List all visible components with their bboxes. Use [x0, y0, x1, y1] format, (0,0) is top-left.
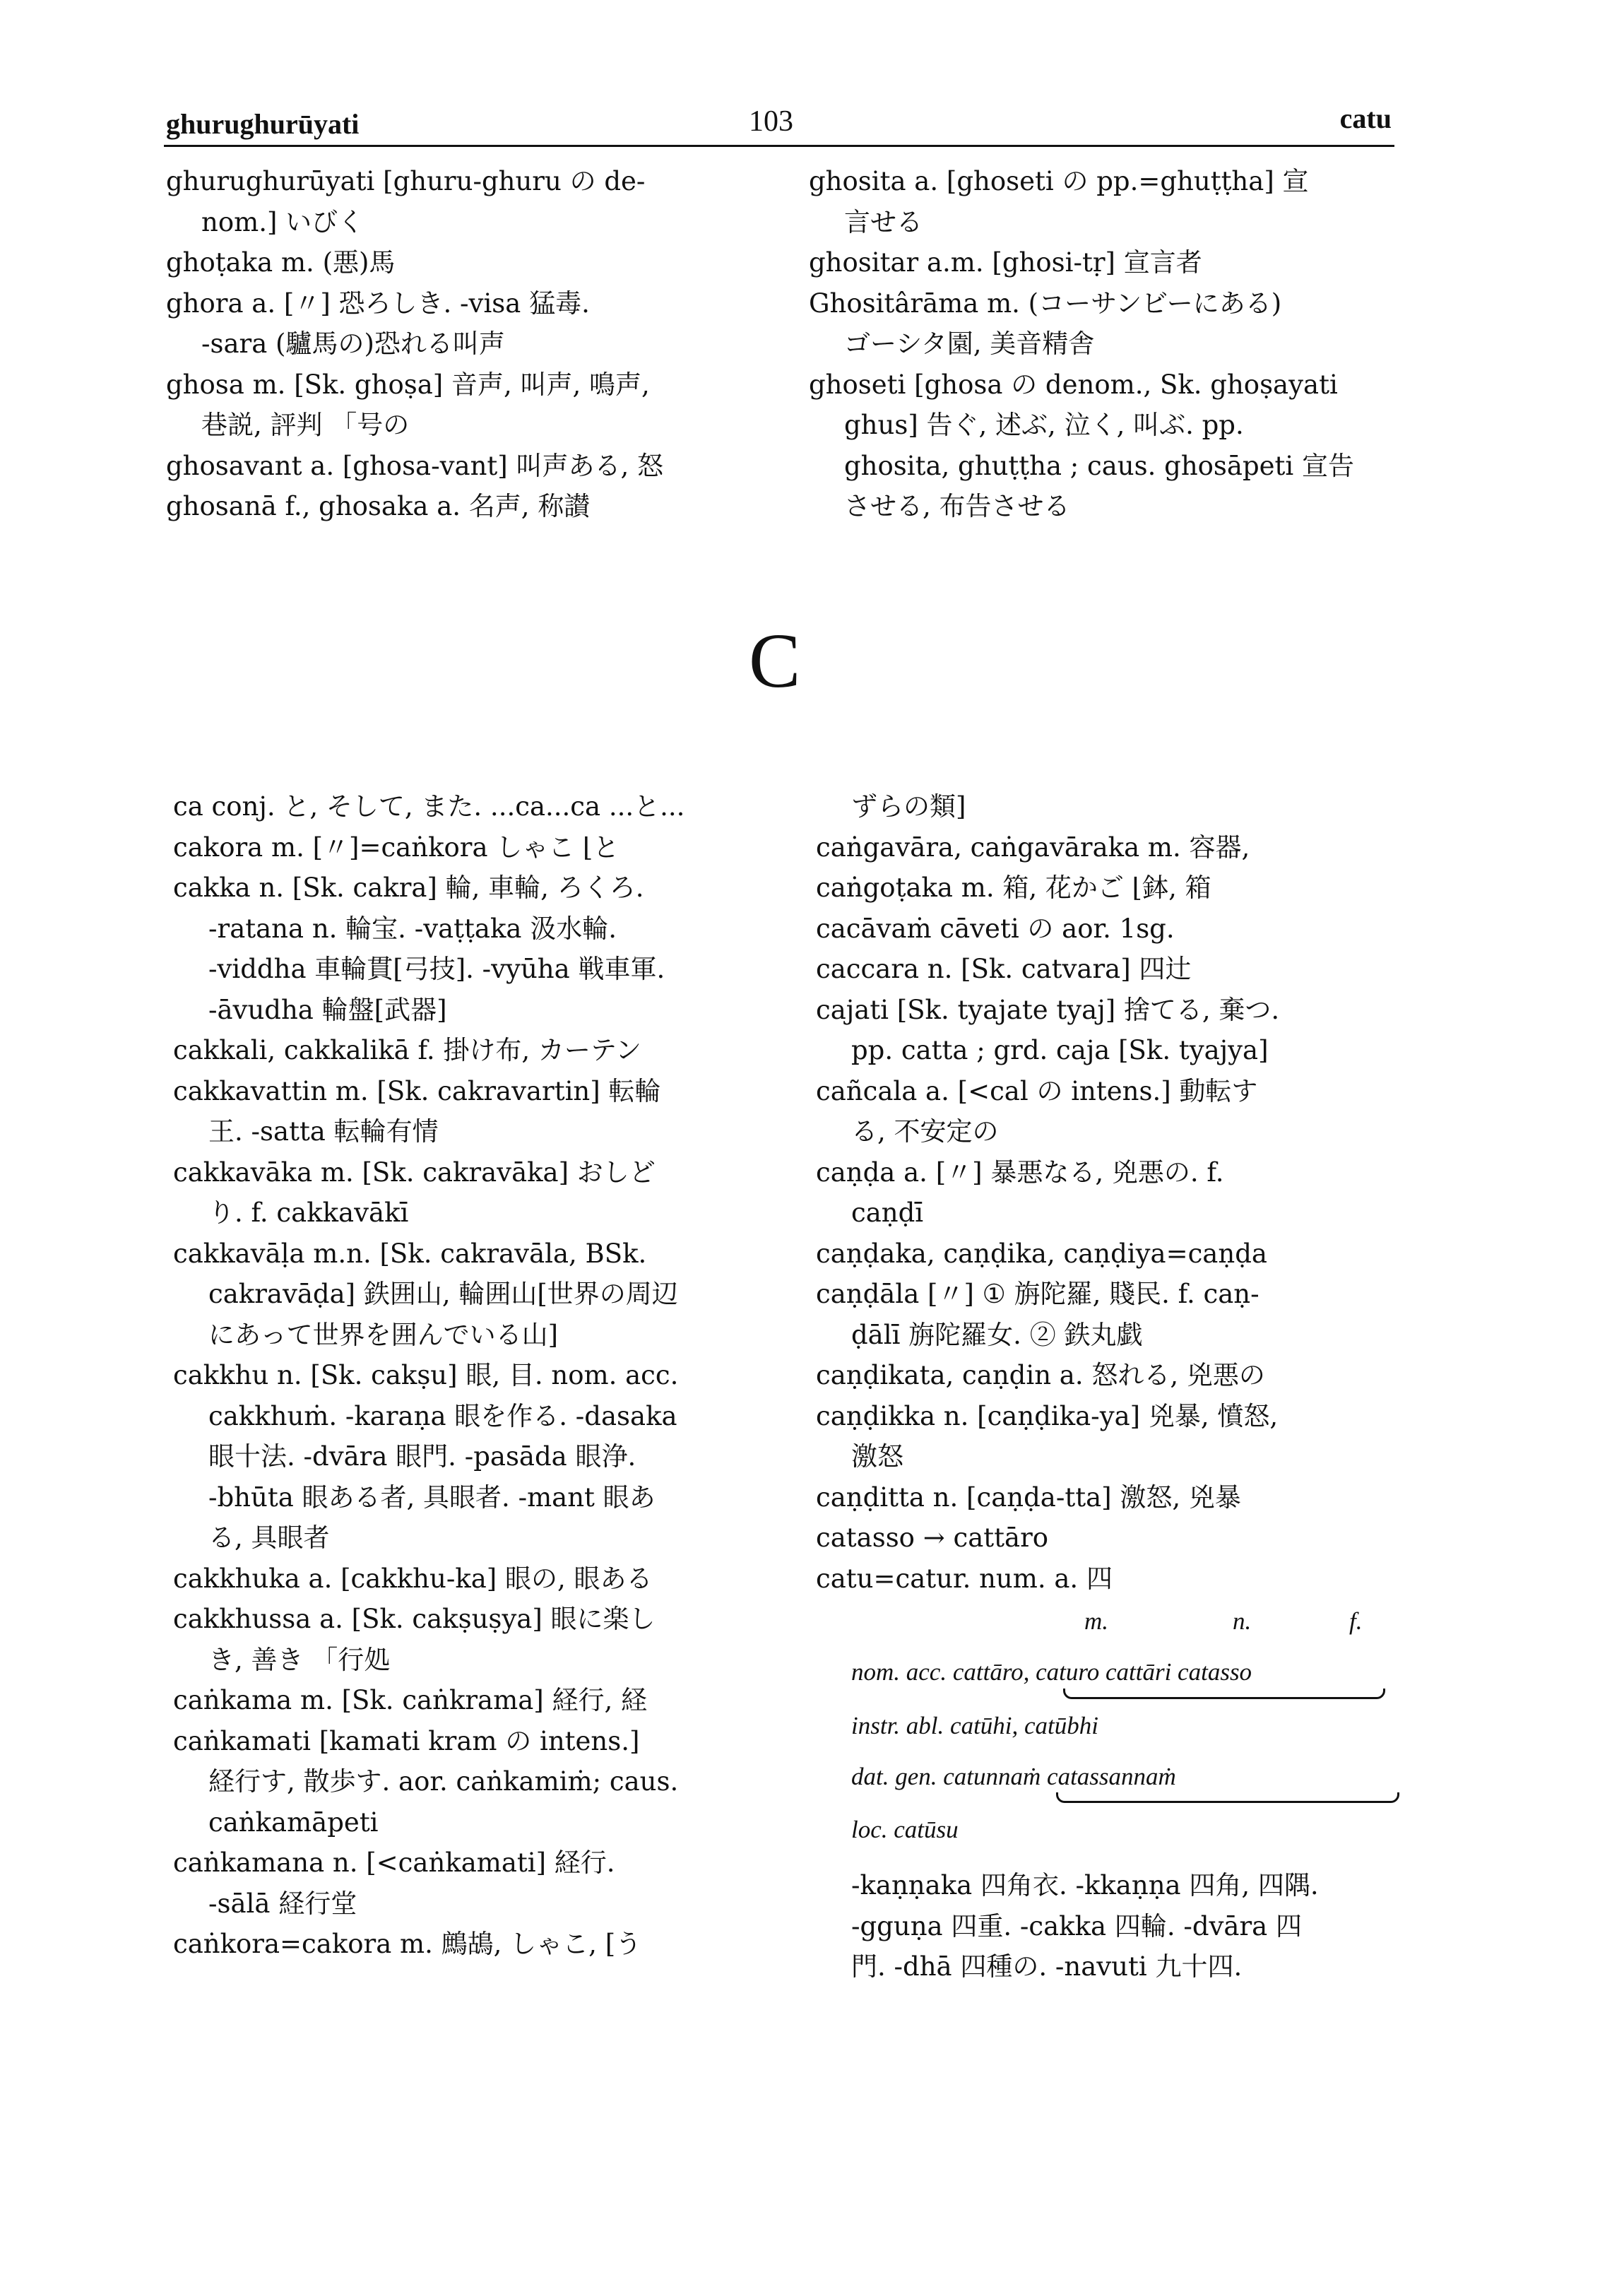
entry-line: ca conj. と, そして, また. ...ca...ca ...と...	[173, 791, 685, 822]
entry-line: cakkavāḷa m.n. [Sk. cakravāla, BSk.	[173, 1238, 647, 1269]
entry-line: -sara (驢馬の)恐れる叫声	[201, 329, 505, 359]
entry-line: 眼十法. -dvāra 眼門. -pasāda 眼浄.	[208, 1441, 636, 1472]
entry-line: cakkhu n. [Sk. cakṣu] 眼, 目. nom. acc.	[173, 1360, 679, 1390]
catu-compounds	[851, 1865, 1416, 1987]
entry-line: caṅkamana n. [<caṅkamati] 経行.	[173, 1847, 615, 1878]
table-gender-f: f.	[1349, 1607, 1363, 1635]
entry-line: caccara n. [Sk. catvara] 四辻	[816, 954, 1192, 984]
entry-line: ghurughurūyati [ghuru-ghuru の de-	[166, 166, 646, 196]
running-header	[166, 99, 1392, 141]
entry-line: 経行す, 散歩す. aor. caṅkamiṁ; caus.	[208, 1766, 679, 1797]
entry-line: catasso → cattāro	[816, 1523, 1049, 1553]
entry-line: cajati [Sk. tyajate tyaj] 捨てる, 棄つ.	[816, 994, 1280, 1025]
entry-line: cakkhuṁ. -karaṇa 眼を作る. -dasaka	[208, 1400, 677, 1431]
entry-line: き, 善き 「行処	[208, 1644, 391, 1675]
entry-line: caṅkamati [kamati kram の intens.]	[173, 1725, 640, 1756]
entry-line: caṅgavāra, caṅgavāraka m. 容器,	[816, 832, 1250, 863]
entry-line: ghosita, ghuṭṭha ; caus. ghosāpeti 宣告	[844, 450, 1355, 481]
entry-line: caṅkama m. [Sk. caṅkrama] 経行, 経	[173, 1685, 647, 1715]
entry-line: させる, 布告させる	[844, 491, 1070, 521]
entry-line: ghosa m. [Sk. ghoṣa] 音声, 叫声, 鳴声,	[166, 369, 650, 400]
entry-line: caṇḍāla [〃] ① 旃陀羅, 賤民. f. caṇ-	[816, 1279, 1260, 1309]
entry-line: -viddha 車輪貫[弓技]. -vyūha 戦車軍.	[208, 954, 665, 984]
lower-left-column	[173, 786, 766, 1965]
entry-line: -bhūta 眼ある者, 具眼者. -mant 眼あ	[208, 1482, 656, 1513]
table-brace	[1063, 1689, 1385, 1699]
table-gender-m: m.	[1084, 1607, 1109, 1635]
entry-line: 巷説, 評判 「号の	[201, 410, 410, 440]
entry-line: catu=catur. num. a. 四	[816, 1563, 1113, 1594]
catu-declension-table	[851, 1607, 1409, 1847]
entry-line: る, 具眼者	[208, 1523, 330, 1553]
entry-line: ずらの類]	[851, 791, 966, 822]
entry-line: caṇḍitta n. [caṇḍa-tta] 激怒, 兇暴	[816, 1482, 1241, 1513]
entry-line: 門. -dhā 四種の. -navuti 九十四.	[851, 1951, 1243, 1982]
page-number: 103	[749, 105, 793, 138]
entry-line: -ratana n. 輪宝. -vaṭṭaka 汲水輪.	[208, 913, 617, 944]
entry-line: caṇḍikata, caṇḍin a. 怒れる, 兇悪の	[816, 1360, 1265, 1390]
entry-line: Ghositârāma m. (コーサンビーにある)	[809, 288, 1282, 319]
entry-line: -sālā 経行堂	[208, 1888, 357, 1919]
entry-line: cakkavāka m. [Sk. cakravāka] おしど	[173, 1157, 656, 1188]
entry-line: にあって世界を囲んでいる山]	[208, 1319, 559, 1350]
entry-line: cakkavattin m. [Sk. cakravartin] 転輪	[173, 1075, 661, 1106]
entry-line: cakka n. [Sk. cakra] 輪, 車輪, ろくろ.	[173, 873, 644, 903]
entry-line: cañcala a. [<cal の intens.] 動転す	[816, 1075, 1258, 1106]
entry-line: -gguṇa 四重. -cakka 四輪. -dvāra 四	[851, 1910, 1302, 1941]
table-row-dat-gen: dat. gen. catunnaṁ catassannaṁ	[851, 1763, 1176, 1790]
table-row-instr-abl: instr. abl. catūhi, catūbhi	[851, 1712, 1098, 1739]
table-brace	[1056, 1792, 1399, 1803]
entry-line: る, 不安定の	[851, 1116, 999, 1147]
entry-line: cakkhussa a. [Sk. cakṣuṣya] 眼に楽し	[173, 1604, 656, 1634]
table-gender-n: n.	[1233, 1607, 1252, 1635]
header-rule	[164, 145, 1394, 147]
section-letter: C	[749, 617, 801, 704]
lower-right-column	[816, 786, 1409, 1599]
entry-line: caṅgoṭaka m. 箱, 花かご ⌊鉢, 箱	[816, 873, 1211, 903]
entry-line: 王. -satta 転輪有情	[208, 1116, 439, 1147]
entry-line: ḍālī 旃陀羅女. ② 鉄丸戯	[851, 1319, 1143, 1350]
entry-line: ghosita a. [ghoseti の pp.=ghuṭṭha] 宣	[809, 166, 1309, 196]
entry-line: cakravāḍa] 鉄囲山, 輪囲山[世界の周辺	[208, 1279, 678, 1309]
entry-line: -āvudha 輪盤[武器]	[208, 994, 447, 1025]
entry-line: pp. catta ; grd. caja [Sk. tyajya]	[851, 1035, 1269, 1065]
upper-left-column	[166, 161, 745, 527]
entry-line: り. f. cakkavākī	[208, 1198, 409, 1228]
entry-line: -kaṇṇaka 四角衣. -kkaṇṇa 四角, 四隅.	[851, 1870, 1319, 1900]
entry-line: caṇḍa a. [〃] 暴悪なる, 兇悪の. f.	[816, 1157, 1224, 1188]
entry-line: cakkali, cakkalikā f. 掛け布, カーテン	[173, 1035, 642, 1065]
entry-line: ghoṭaka m. (悪)馬	[166, 247, 396, 278]
header-right-guide-word: catu	[1339, 102, 1392, 134]
entry-line: caṇḍaka, caṇḍika, caṇḍiya=caṇḍa	[816, 1238, 1267, 1269]
entry-line: ghosavant a. [ghosa-vant] 叫声ある, 怒	[166, 450, 663, 481]
table-row-loc: loc. catūsu	[851, 1816, 959, 1843]
entry-line: cakora m. [〃]=caṅkora しゃこ ⌊と	[173, 832, 620, 863]
entry-line: caṇḍikka n. [caṇḍika-ya] 兇暴, 憤怒,	[816, 1400, 1279, 1431]
entry-line: ghositar a.m. [ghosi-tṛ] 宣言者	[809, 247, 1202, 278]
upper-right-column	[809, 161, 1402, 527]
entry-line: 言せる	[844, 206, 923, 237]
entry-line: nom.] いびく	[201, 206, 364, 237]
header-left-guide-word: ghurughurūyati	[166, 108, 360, 140]
entry-line: ghora a. [〃] 恐ろしき. -visa 猛毒.	[166, 288, 590, 319]
entry-line: ghoseti [ghosa の denom., Sk. ghoṣayati	[809, 369, 1338, 400]
entry-line: caṅkora=cakora m. 鷓鴣, しゃこ, [う	[173, 1929, 642, 1959]
entry-line: ghosanā f., ghosaka a. 名声, 称讃	[166, 491, 591, 521]
entry-line: ゴーシタ園, 美音精舎	[844, 329, 1095, 359]
entry-line: 激怒	[851, 1441, 903, 1472]
entry-line: caṅkamāpeti	[208, 1807, 379, 1838]
entry-line: caṇḍī	[851, 1198, 924, 1228]
entry-line: ghus] 告ぐ, 述ぶ, 泣く, 叫ぶ. pp.	[844, 410, 1244, 440]
table-row-nom-acc: nom. acc. cattāro, caturo cattāri catasso	[851, 1658, 1252, 1686]
entry-line: cakkhuka a. [cakkhu-ka] 眼の, 眼ある	[173, 1563, 653, 1594]
entry-line: cacāvaṁ cāveti の aor. 1sg.	[816, 913, 1175, 944]
